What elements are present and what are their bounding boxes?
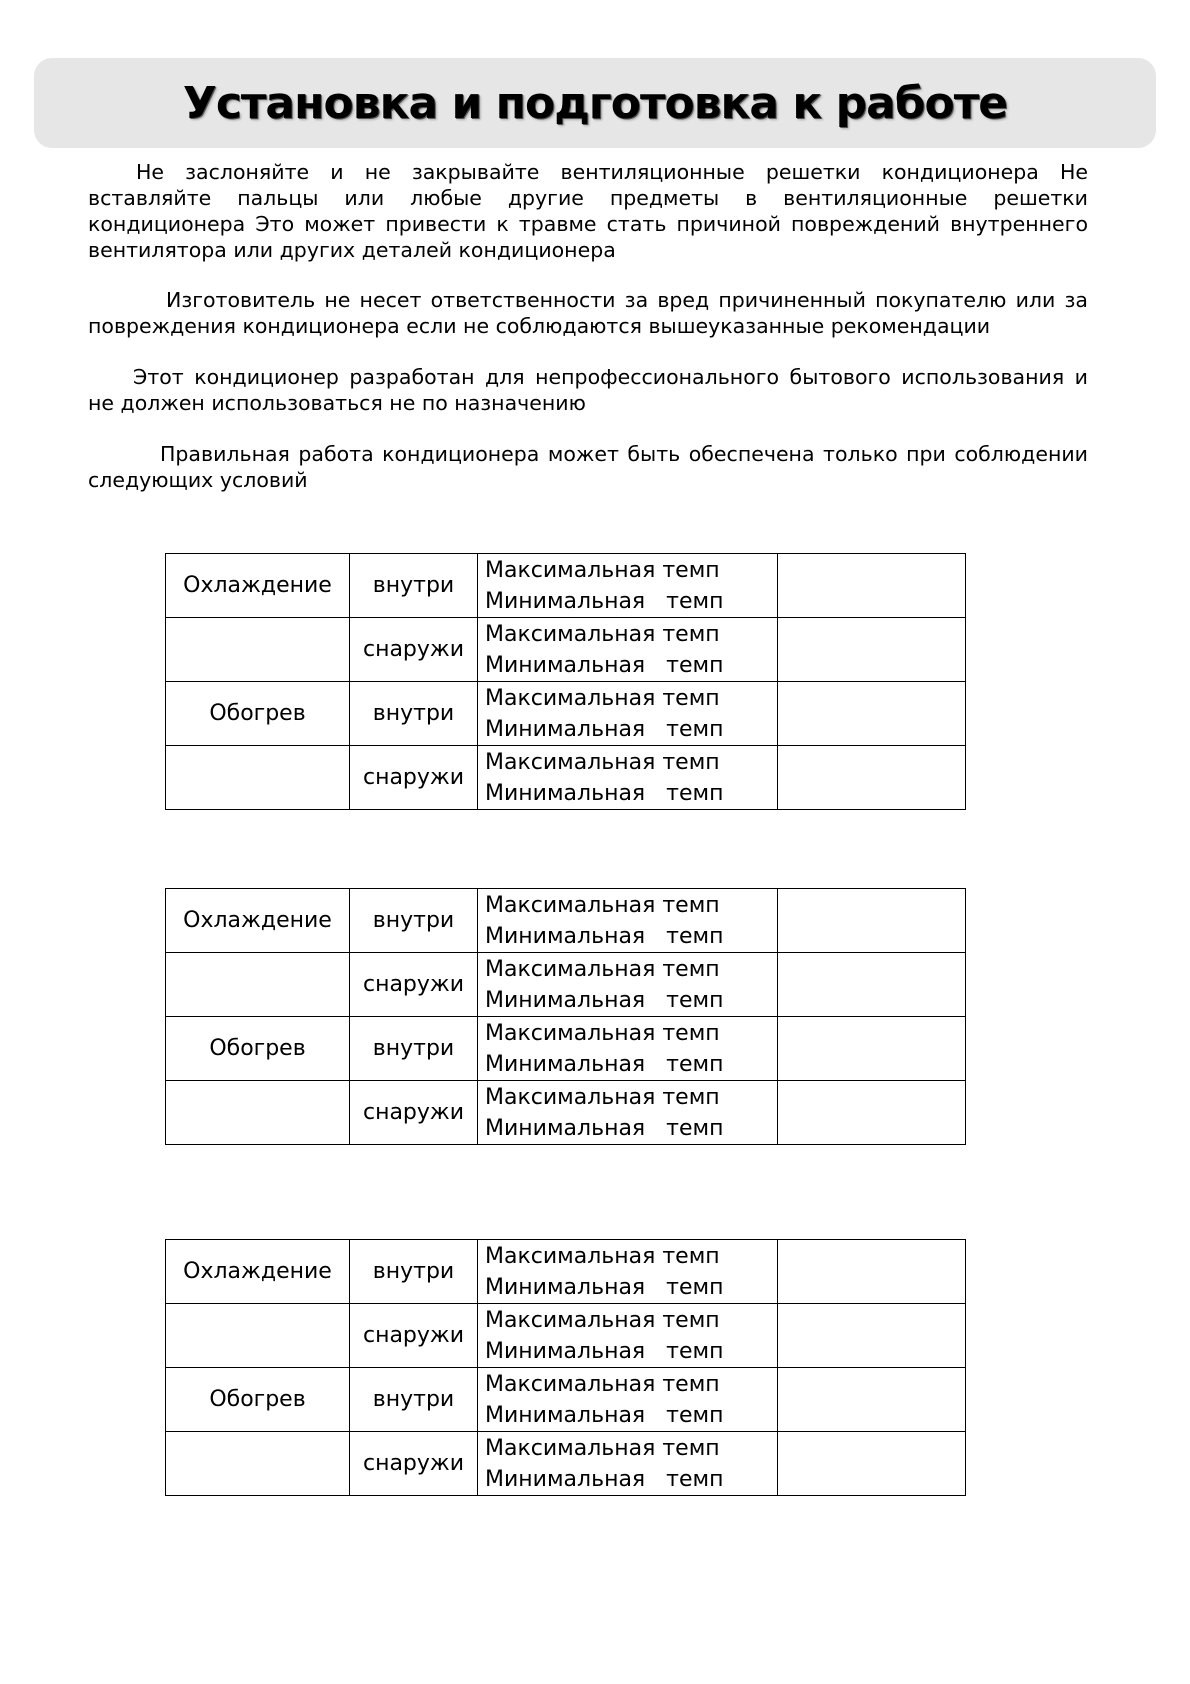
value-cell [778,889,966,953]
value-cell [778,682,966,746]
mode-cell: Обогрев [166,1368,350,1432]
location-cell: внутри [350,1368,478,1432]
location-cell: снаружи [350,1432,478,1496]
location-cell: внутри [350,1017,478,1081]
paragraph-conditions: Правильная работа кондиционера может быть обеспечена только при соблюдении следующих условий [88,442,1088,492]
max-temp-label: Максимальная темп [485,892,720,918]
page-title: Установка и подготовка к работе [182,77,1008,129]
value-cell [778,618,966,682]
limits-cell [478,746,778,810]
max-temp-label: Максимальная темп [485,1243,720,1269]
limits-cell [478,682,778,746]
max-temp-label: Максимальная темп [485,557,720,583]
paragraph-ventilation-warning: Не заслоняйте и не закрывайте вентиляционные решетки кондиционера Не вставляйте пальцы или любые другие предметы в вентиляционные решетки кондиционера Это может привести к травме стать причиной повреждений внутреннего вентилятора или других деталей кондиционера [88,160,1088,262]
max-temp-label: Максимальная темп [485,1020,720,1046]
limits-cell [478,889,778,953]
value-cell [778,1432,966,1496]
value-cell [778,953,966,1017]
max-temp-label: Максимальная темп [485,1084,720,1110]
title-banner [34,58,1156,148]
value-cell [778,1240,966,1304]
limits-cell [478,1017,778,1081]
min-temp-label: Минимальная темп [485,1115,724,1141]
min-temp-label: Минимальная темп [485,1402,724,1428]
min-temp-label: Минимальная темп [485,652,724,678]
mode-cell [166,746,350,810]
min-temp-label: Минимальная темп [485,987,724,1013]
min-temp-label: Минимальная темп [485,1051,724,1077]
min-temp-label: Минимальная темп [485,716,724,742]
min-temp-label: Минимальная темп [485,1338,724,1364]
limits-cell [478,1432,778,1496]
table-row [166,1368,966,1432]
min-temp-label: Минимальная темп [485,923,724,949]
location-cell: внутри [350,1240,478,1304]
mode-cell: Охлаждение [166,554,350,618]
table-row [166,1081,966,1145]
max-temp-label: Максимальная темп [485,956,720,982]
limits-cell [478,1368,778,1432]
location-cell: снаружи [350,746,478,810]
mode-cell: Охлаждение [166,1240,350,1304]
mode-cell [166,1081,350,1145]
table-row [166,1240,966,1304]
table-row [166,554,966,618]
table-row [166,1017,966,1081]
location-cell: снаружи [350,1304,478,1368]
mode-cell [166,1432,350,1496]
limits-cell [478,1240,778,1304]
mode-cell: Обогрев [166,682,350,746]
value-cell [778,746,966,810]
table-row [166,746,966,810]
location-cell: снаружи [350,1081,478,1145]
mode-cell [166,618,350,682]
table-row [166,1304,966,1368]
paragraph-intended-use: Этот кондиционер разработан для непрофессионального бытового использования и не должен использоваться не по назначению [88,365,1088,415]
value-cell [778,554,966,618]
location-cell: снаружи [350,953,478,1017]
max-temp-label: Максимальная темп [485,1435,720,1461]
max-temp-label: Максимальная темп [485,685,720,711]
value-cell [778,1017,966,1081]
limits-cell [478,554,778,618]
min-temp-label: Минимальная темп [485,1466,724,1492]
location-cell: внутри [350,682,478,746]
value-cell [778,1304,966,1368]
min-temp-label: Минимальная темп [485,1274,724,1300]
limits-cell [478,1304,778,1368]
table-row [166,1432,966,1496]
max-temp-label: Максимальная темп [485,749,720,775]
value-cell [778,1368,966,1432]
mode-cell [166,1304,350,1368]
location-cell: снаружи [350,618,478,682]
mode-cell [166,953,350,1017]
limits-cell [478,953,778,1017]
max-temp-label: Максимальная темп [485,1307,720,1333]
min-temp-label: Минимальная темп [485,780,724,806]
temperature-table-2 [165,888,966,1145]
value-cell [778,1081,966,1145]
location-cell: внутри [350,554,478,618]
table-row [166,953,966,1017]
min-temp-label: Минимальная темп [485,588,724,614]
max-temp-label: Максимальная темп [485,621,720,647]
table-row [166,682,966,746]
limits-cell [478,1081,778,1145]
mode-cell: Обогрев [166,1017,350,1081]
max-temp-label: Максимальная темп [485,1371,720,1397]
mode-cell: Охлаждение [166,889,350,953]
limits-cell [478,618,778,682]
temperature-table-3 [165,1239,966,1496]
paragraph-liability: Изготовитель не несет ответственности за вред причиненный покупателю или за повреждения кондиционера если не соблюдаются вышеуказанные рекомендации [88,288,1088,338]
location-cell: внутри [350,889,478,953]
table-row [166,618,966,682]
table-row [166,889,966,953]
temperature-table-1 [165,553,966,810]
